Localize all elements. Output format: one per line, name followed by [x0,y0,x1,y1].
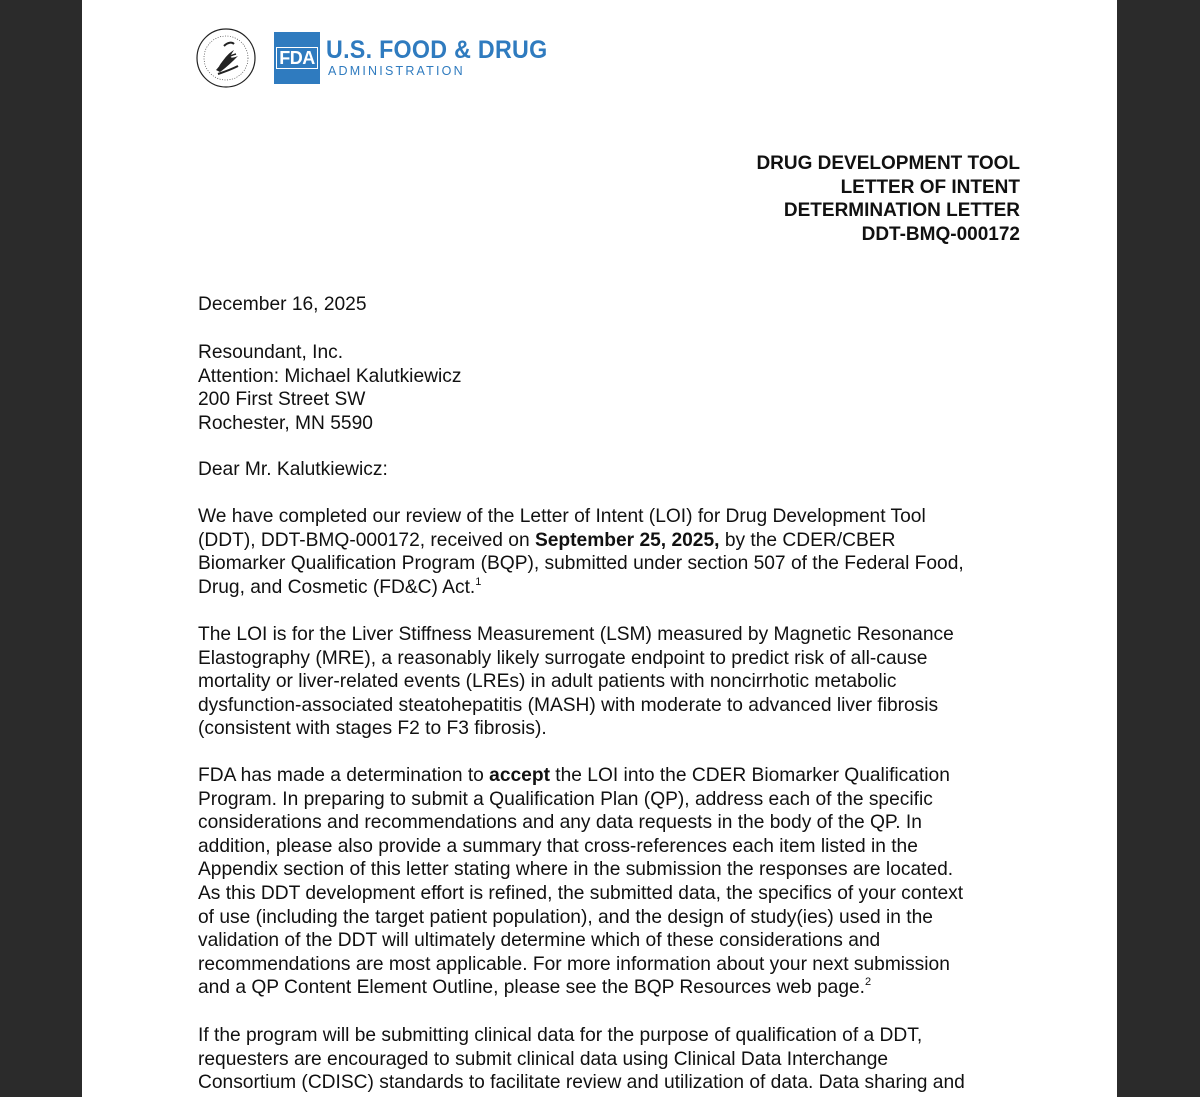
text-run: FDA has made a determination to [198,765,490,786]
paragraph-line: We have completed our review of the Letter of Intent (LOI) for Drug Development Tool [198,506,926,527]
salutation [198,458,1028,482]
paragraph-line: (consistent with stages F2 to F3 fibrosis). [198,718,547,740]
paragraph-line [198,529,1028,553]
paragraph-line: Biomarker Qualification Program (BQP), submitted under section 507 of the Federal Food, [198,553,964,575]
paragraph-line: Appendix section of this letter stating where in the submission the responses are located. [198,859,954,881]
paragraph-line [198,576,1028,600]
paragraph-line: Elastography (MRE), a reasonably likely surrogate endpoint to predict risk of all-cause [198,647,928,669]
address-street: 200 First Street SW [198,389,366,411]
paragraph-line: If the program will be submitting clinical data for the purpose of qualification of a DDT, [198,1025,923,1046]
paragraph-review [198,505,1028,599]
text-run: (DDT), DDT-BMQ-000172, received on [198,529,535,551]
title-line-4: DDT-BMQ-000172 [861,223,1020,245]
paragraph-line: As this DDT development effort is refined, the submitted data, the specifics of your context [198,882,964,904]
paragraph-line: Consortium (CDISC) standards to facilitate review and utilization of data. Data sharing and [198,1072,965,1094]
paragraph-line [198,976,1028,1000]
title-line-1: DRUG DEVELOPMENT TOOL [756,153,1020,174]
paragraph-line: requesters are encouraged to submit clinical data using Clinical Data Interchange [198,1048,889,1070]
agency-subname: ADMINISTRATION [328,64,465,78]
fda-logo-box [274,32,320,84]
paragraph-line: recommendations are most applicable. For more information about your next submission [198,953,950,975]
letter-page [82,0,1117,1097]
address-city: Rochester, MN 5590 [198,412,373,434]
paragraph-line: validation of the DDT will ultimately determine which of these considerations and [198,930,881,952]
footnote-ref-1[interactable]: 1 [475,575,482,588]
text-run: and a QP Content Element Outline, please see the BQP Resources web page. [198,977,865,999]
footnote-ref-2[interactable]: 2 [865,976,872,989]
date-text: December 16, 2025 [198,294,367,315]
paragraph-line: dysfunction-associated steatohepatitis (MASH) with moderate to advanced liver fibrosis [198,694,939,716]
paragraph-line: of use (including the target patient population), and the design of study(ies) used in the [198,906,933,928]
address-attention: Attention: Michael Kalutkiewicz [198,365,462,387]
agency-wordmark [326,37,564,79]
hhs-seal-icon [194,26,258,90]
text-run: Drug, and Cosmetic (FD&C) Act. [198,576,476,598]
address-company: Resoundant, Inc. [198,342,344,363]
paragraph-line: The LOI is for the Liver Stiffness Measurement (LSM) measured by Magnetic Resonance [198,624,954,645]
paragraph-clinical-data [198,1024,1028,1095]
received-date-bold: September 25, 2025, [534,529,720,551]
document-title-block [756,152,1020,246]
paragraph-loi-description [198,623,1028,741]
paragraph-line: addition, please also provide a summary that cross-references each item listed in the [198,835,918,857]
paragraph-determination [198,764,1028,1000]
accept-bold: accept [489,765,550,786]
text-run: by the CDER/CBER [719,529,896,551]
title-line-3: DETERMINATION LETTER [783,200,1020,221]
paragraph-line: considerations and recommendations and any data requests in the body of the QP. In [198,812,922,834]
fda-logo-header [194,26,564,90]
letter-date [198,293,1028,317]
paragraph-line [198,764,1028,788]
title-line-2: LETTER OF INTENT [840,176,1020,198]
paragraph-line: Program. In preparing to submit a Qualification Plan (QP), address each of the specific [198,788,933,810]
recipient-address [198,341,1028,435]
salutation-text: Dear Mr. Kalutkiewicz: [198,459,388,480]
agency-name: U.S. FOOD & DRUG [326,36,548,64]
fda-logo-text: FDA [276,47,318,69]
paragraph-line: mortality or liver-related events (LREs) in adult patients with noncirrhotic metabolic [198,671,897,693]
text-run: the LOI into the CDER Biomarker Qualification [549,765,950,786]
